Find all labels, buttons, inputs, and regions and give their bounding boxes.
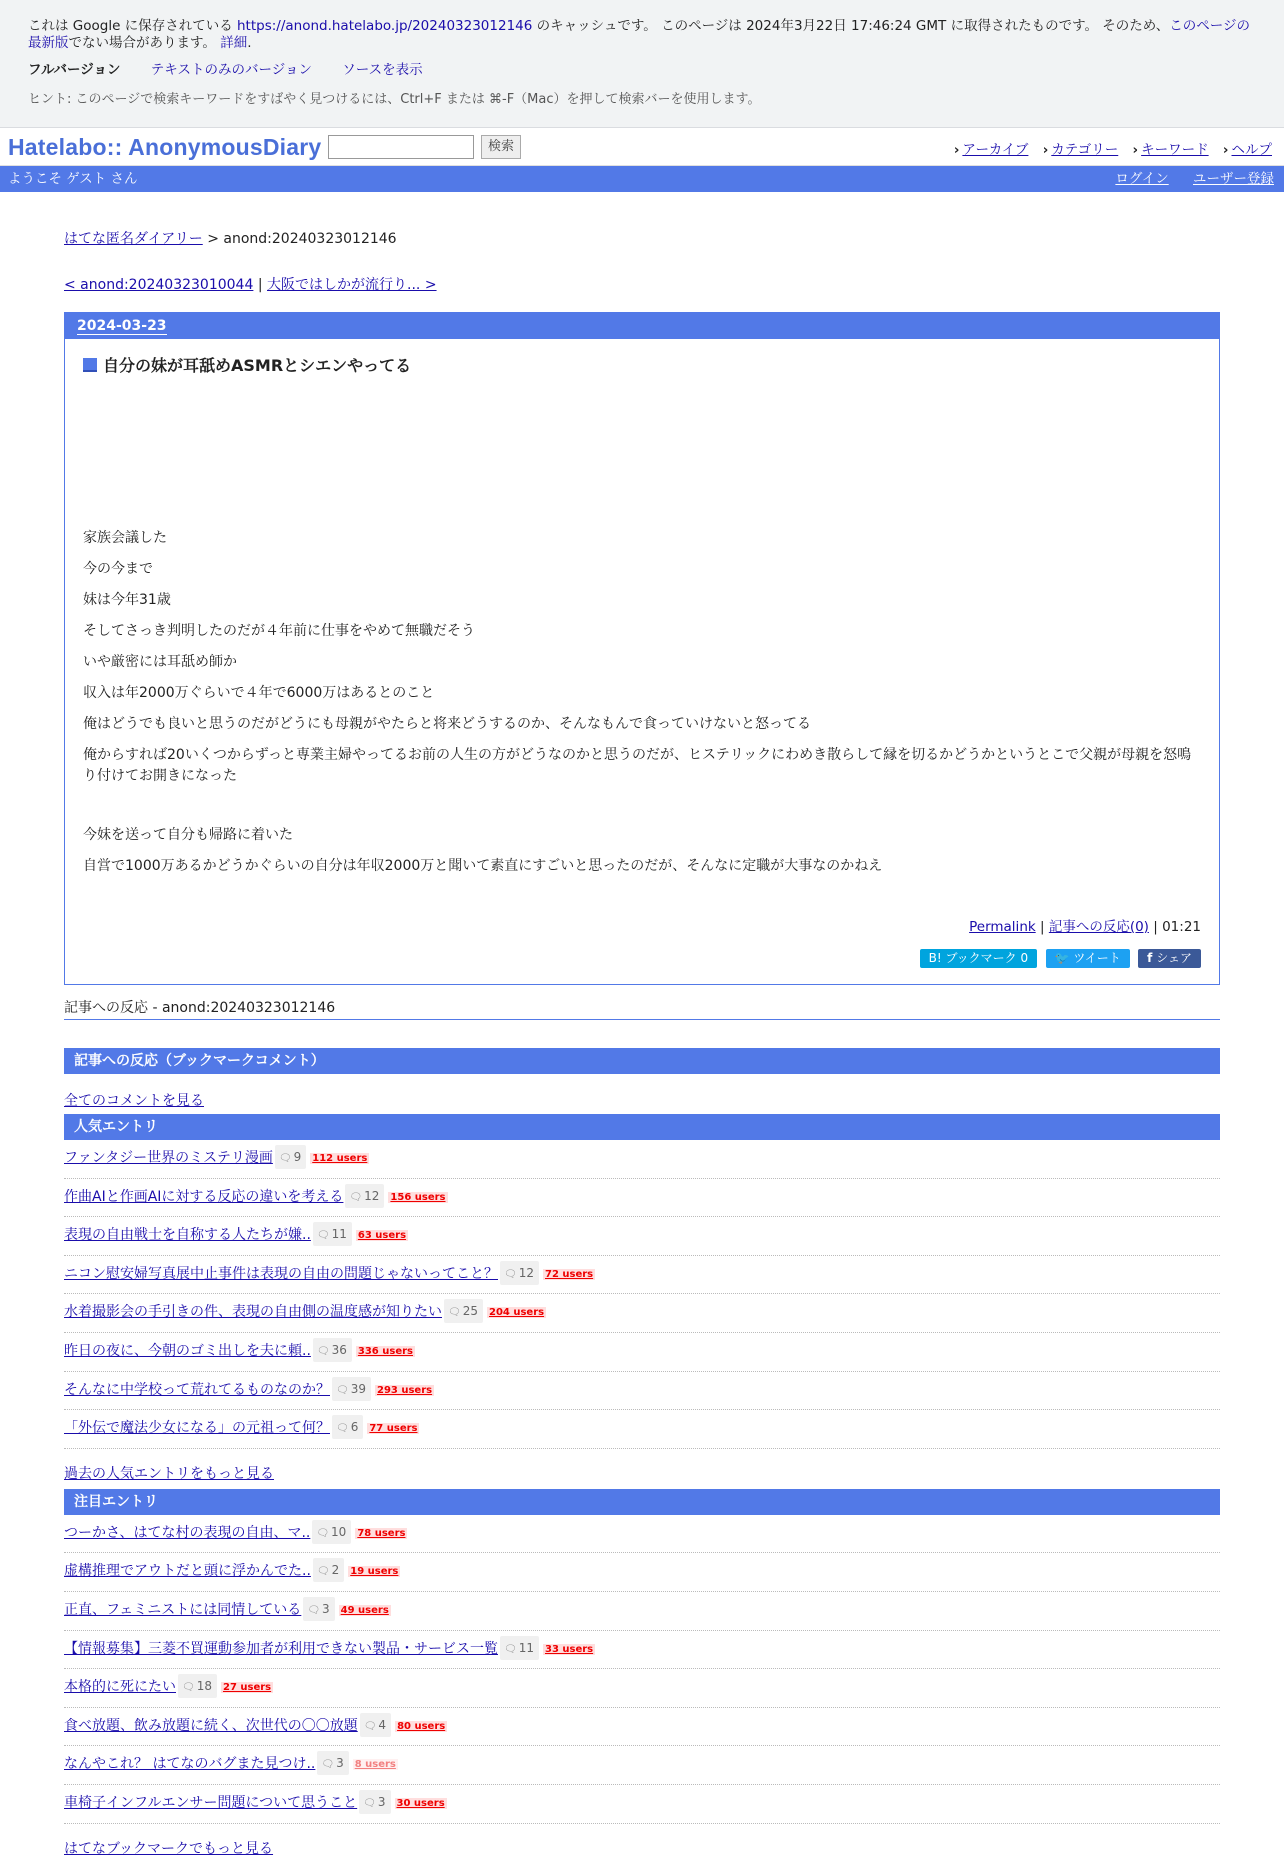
breadcrumb-current: anond:20240323012146 (223, 231, 397, 247)
comment-count-badge[interactable]: 🗨 3 (303, 1597, 334, 1621)
cache-version-tabs (28, 62, 1256, 79)
prev-entry-link[interactable]: < anond:20240323010044 (64, 277, 254, 293)
tab-text-only[interactable]: テキストのみのバージョン (150, 62, 312, 78)
entry-link[interactable]: 「外伝で魔法少女になる」の元祖って何？ (64, 1420, 330, 1437)
tab-full-version: フルバージョン (28, 62, 121, 78)
nav-keyword-link[interactable]: › キーワード (1133, 142, 1209, 158)
register-link[interactable]: ユーザー登録 (1193, 171, 1274, 187)
comment-count-badge[interactable]: 🗨 10 (312, 1520, 351, 1544)
list-item (64, 1631, 1220, 1670)
hatena-bookmark-button[interactable]: B! ブックマーク 0 (920, 949, 1037, 968)
nav-help-link[interactable]: › ヘルプ (1223, 142, 1272, 158)
list-item (64, 1515, 1220, 1554)
facebook-icon: f (1147, 951, 1153, 965)
site-logo[interactable]: Hatelabo:: AnonymousDiary (8, 134, 322, 160)
entry-paragraph: 俺からすれば20いくつからずっと専業主婦やってるお前の人生の方がどうなのかと思うのだが、ヒステリックにわめき散らして縁を切るかどうかというとこで父親が母親を怒鳴り付けてお開きになった (83, 747, 1192, 784)
users-count[interactable]: 8 users (354, 1759, 396, 1771)
users-count[interactable]: 336 users (357, 1345, 413, 1357)
entry-link[interactable]: 作曲AIと作画AIに対する反応の違いを考える (64, 1188, 344, 1205)
title-square-icon[interactable] (83, 358, 97, 372)
tab-view-source[interactable]: ソースを表示 (342, 62, 423, 78)
cached-url-link[interactable]: https://anond.hatelabo.jp/20240323012146 (236, 18, 533, 34)
header-nav (944, 138, 1272, 158)
reactions-link[interactable]: 記事への反応(0) (1048, 919, 1149, 935)
entry-paragraph: 自営で1000万あるかどうかぐらいの自分は年収2000万と聞いて素直にすごいと思ったのだが、そんなに定職が大事なのかねえ (83, 858, 883, 874)
popular-entries-list (64, 1140, 1220, 1449)
list-item (64, 1410, 1220, 1449)
latest-version-link[interactable]: このページの最新版 (28, 18, 1250, 51)
cache-banner (0, 0, 1284, 128)
comment-count-badge[interactable]: 🗨 11 (500, 1636, 539, 1660)
users-count[interactable]: 77 users (369, 1423, 418, 1435)
users-count[interactable]: 19 users (350, 1566, 399, 1578)
entry-footer: Permalink | 記事への反応(0) | 01:21 (969, 919, 1201, 935)
comment-count-badge[interactable]: 🗨 3 (359, 1790, 390, 1814)
users-count[interactable]: 63 users (357, 1230, 407, 1242)
site-header (0, 128, 1284, 166)
cache-hint: ヒント: このページで検索キーワードをすばやく見つけるには、Ctrl+F または ⌘-F（Mac）を押して検索バーを使用します。 (28, 92, 761, 107)
entry-paragraph: いや厳密には耳舐め師か (83, 654, 237, 670)
welcome-text: ようこそ ゲスト さん (8, 171, 138, 187)
users-count[interactable]: 33 users (544, 1643, 594, 1655)
reactions-heading: 記事への反応 - anond:20240323012146 (64, 997, 1220, 1020)
list-item (64, 1179, 1220, 1218)
facebook-share-button[interactable]: f シェア (1138, 949, 1201, 968)
users-count[interactable]: 30 users (396, 1797, 445, 1809)
list-item (64, 1592, 1220, 1631)
nav-category-link[interactable]: › カテゴリー (1043, 142, 1119, 158)
entry-link[interactable]: 本格的に死にたい (64, 1679, 176, 1696)
popular-entries-heading: 人気エントリ (64, 1114, 1220, 1140)
entry-link[interactable]: つーかさ、はてな村の表現の自由、マ.. (64, 1524, 311, 1541)
entry-link[interactable]: そんなに中学校って荒れてるものなのか？ (64, 1381, 330, 1398)
comment-count-badge[interactable]: 🗨 39 (332, 1377, 371, 1401)
entry-link[interactable]: 【情報募集】三菱不買運動参加者が利用できない製品・サービス一覧 (64, 1640, 498, 1657)
list-item (64, 1708, 1220, 1747)
list-item (64, 1294, 1220, 1333)
users-count[interactable]: 204 users (488, 1307, 545, 1319)
hot-entries-heading: 注目エントリ (64, 1489, 1220, 1515)
entry-paragraph: 今の今まで (83, 561, 153, 577)
tweet-button[interactable]: 🐦 ツイート (1046, 949, 1130, 968)
hot-entries-list (64, 1515, 1220, 1824)
list-item (64, 1333, 1220, 1372)
entry-paragraph: 今妹を送って自分も帰路に着いた (83, 827, 293, 843)
users-count[interactable]: 112 users (312, 1153, 368, 1164)
comment-count-badge[interactable]: 🗨 6 (332, 1415, 363, 1439)
breadcrumb: はてな匿名ダイアリー > anond:20240323012146 (64, 231, 397, 247)
entry-paragraph: そしてさっき判明したのだが４年前に仕事をやめて無職だそう (83, 623, 475, 639)
more-hatena-bookmark-link[interactable]: はてなブックマークでもっと見る (64, 1840, 274, 1857)
entry-paragraph: 家族会議した (83, 530, 167, 546)
entry-date-link[interactable]: 2024-03-23 (77, 318, 167, 334)
comment-count-badge[interactable]: 🗨 25 (444, 1299, 483, 1323)
entry-link[interactable]: ニコン慰安婦写真展中止事件は表現の自由の問題じゃないってこと？ (64, 1265, 498, 1282)
list-item (64, 1746, 1220, 1785)
list-item (64, 1217, 1220, 1256)
users-count[interactable]: 78 users (357, 1527, 406, 1539)
entry-link[interactable]: 正直、フェミニストには同情している (64, 1601, 302, 1618)
users-count[interactable]: 293 users (376, 1384, 433, 1396)
list-item (64, 1669, 1220, 1708)
list-item (64, 1785, 1220, 1824)
entry-link[interactable]: なんやこれ？ はてなのバグまた見つけ.. (64, 1756, 316, 1773)
entry-link[interactable]: 昨日の夜に、今朝のゴミ出しを夫に頼.. (64, 1342, 311, 1359)
list-item (64, 1256, 1220, 1295)
entry-body (83, 528, 1201, 877)
list-item (64, 1372, 1220, 1411)
permalink-link[interactable]: Permalink (969, 919, 1036, 935)
login-link[interactable]: ログイン (1115, 171, 1169, 187)
bookmark-comments-heading: 記事への反応（ブックマークコメント） (64, 1048, 1220, 1074)
comment-count-badge[interactable]: 🗨 4 (360, 1713, 391, 1737)
entry-link[interactable]: 水着撮影会の手引きの件、表現の自由側の温度感が知りたい (64, 1304, 442, 1321)
comment-count-badge[interactable]: 🗨 9 (275, 1145, 306, 1169)
comment-count-badge[interactable]: 🗨 3 (317, 1751, 348, 1775)
details-link[interactable]: 詳細 (220, 35, 248, 51)
entry-paragraph: 妹は今年31歳 (83, 592, 171, 608)
welcome-bar (0, 166, 1284, 192)
search-input[interactable] (328, 135, 474, 159)
comment-count-badge[interactable]: 🗨 12 (500, 1261, 539, 1285)
comment-count-badge[interactable]: 🗨 36 (313, 1338, 352, 1362)
comment-count-badge[interactable]: 🗨 2 (313, 1558, 344, 1582)
list-item (64, 1553, 1220, 1592)
comment-count-badge[interactable]: 🗨 11 (313, 1222, 352, 1246)
main-content (64, 228, 1220, 1858)
share-buttons (83, 949, 1201, 968)
breadcrumb-root-link[interactable]: はてな匿名ダイアリー (64, 231, 203, 247)
comment-count-badge[interactable]: 🗨 12 (345, 1184, 384, 1208)
comment-count-badge[interactable]: 🗨 18 (178, 1674, 217, 1698)
users-count[interactable]: 49 users (340, 1604, 389, 1616)
more-popular-link[interactable]: 過去の人気エントリをもっと見る (64, 1465, 274, 1482)
entry-link[interactable]: ファンタジー世界のミステリ漫画 (64, 1150, 273, 1166)
cache-intro: これは Google に保存されている https://anond.hatelabo.jp/20240323012146 のキャッシュです。 このページは 2024年3月22日 17:46:24 GMT に取得されたものです。 そのため、このページの最新版でない場合があります。 詳細. (28, 18, 1250, 51)
users-count[interactable]: 27 users (222, 1682, 272, 1694)
entry-link[interactable]: 表現の自由戦士を自称する人たちが嫌.. (64, 1227, 311, 1244)
entry-paragraph: 俺はどうでも良いと思うのだがどうにも母親がやたらと将来どうするのか、そんなもんで食っていけないと怒ってる (83, 716, 811, 732)
list-item (64, 1140, 1220, 1179)
entry-link[interactable]: 虚構推理でアウトだと頭に浮かんでた.. (64, 1563, 311, 1580)
entry-box (64, 312, 1220, 985)
search-button[interactable]: 検索 (481, 135, 521, 159)
entry-time: 01:21 (1162, 919, 1201, 935)
users-count[interactable]: 80 users (397, 1720, 446, 1732)
entry-date-header (65, 313, 1219, 339)
prev-next-nav: < anond:20240323010044 | 大阪ではしかが流行り... > (64, 277, 437, 293)
nav-archive-link[interactable]: › アーカイブ (954, 142, 1029, 158)
all-comments-link[interactable]: 全てのコメントを見る (64, 1093, 204, 1109)
users-count[interactable]: 156 users (390, 1191, 446, 1203)
users-count[interactable]: 72 users (544, 1268, 594, 1280)
entry-title: 自分の妹が耳舐めASMRとシエンやってる (83, 353, 1201, 376)
entry-link[interactable]: 車椅子インフルエンサー問題について思うこと (64, 1794, 358, 1811)
next-entry-link[interactable]: 大阪ではしかが流行り... > (267, 277, 437, 293)
entry-paragraph: 収入は年2000万ぐらいで４年で6000万はあるとのこと (83, 685, 435, 701)
entry-link[interactable]: 食べ放題、飲み放題に続く、次世代の〇〇放題 (64, 1717, 358, 1734)
twitter-icon: 🐦 (1054, 951, 1070, 965)
